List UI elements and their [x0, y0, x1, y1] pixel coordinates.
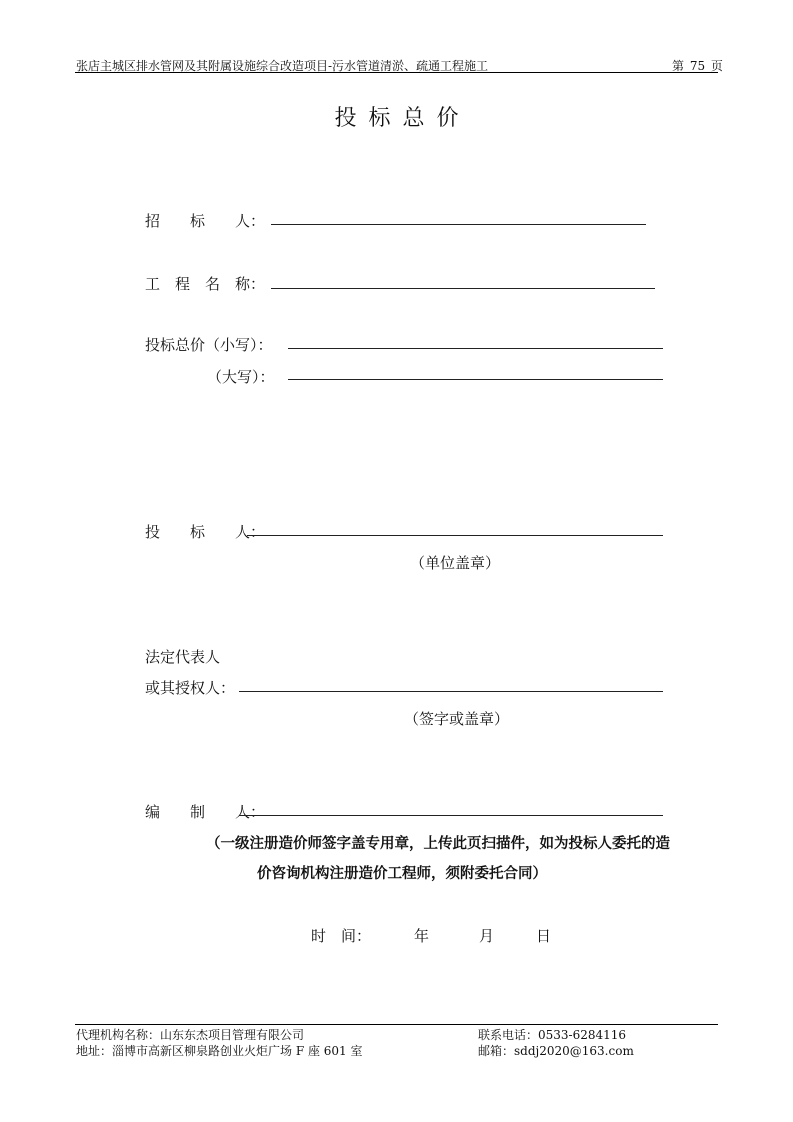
preparer-note-line-1: （一级注册造价师签字盖专用章，上传此页扫描件，如为投标人委托的造: [206, 836, 670, 852]
preparer-note-line-2: 价咨询机构注册造价工程师，须附委托合同）: [257, 866, 547, 882]
preparer-label: 编 制 人：: [145, 803, 266, 821]
header-project-name: 张店主城区排水管网及其附属设施综合改造项目-污水管道清淤、疏通工程施工: [76, 59, 489, 73]
day-label: 日: [536, 927, 552, 945]
preparer-field[interactable]: [239, 815, 663, 816]
project-name-label: 工 程 名 称：: [145, 275, 266, 293]
footer-divider: [75, 1024, 718, 1025]
month-label: 月: [479, 927, 495, 945]
year-label: 年: [414, 927, 430, 945]
footer-agency: 代理机构名称：山东东杰项目管理有限公司: [76, 1028, 305, 1042]
tenderer-label: 招 标 人：: [145, 212, 266, 230]
total-price-upper-label: （大写）：: [207, 368, 275, 386]
footer-address: 地址：淄博市高新区柳泉路创业火炬广场 F 座 601 室: [76, 1044, 363, 1058]
total-price-upper-field[interactable]: [288, 379, 663, 380]
project-name-field[interactable]: [271, 288, 655, 289]
footer-phone: 联系电话：0533-6284116: [478, 1028, 627, 1042]
legal-rep-field[interactable]: [239, 691, 663, 692]
legal-rep-sign-note: （签字或盖章）: [404, 710, 510, 728]
total-price-lower-field[interactable]: [288, 348, 663, 349]
time-label: 时 间：: [311, 927, 372, 945]
bidder-seal-note: （单位盖章）: [410, 554, 501, 572]
header-page-number: 第 75 页: [672, 59, 723, 73]
header-divider: [75, 72, 718, 73]
tenderer-field[interactable]: [271, 224, 646, 225]
page-title: 投标总价: [334, 106, 471, 131]
total-price-lower-label: 投标总价（小写）：: [145, 336, 273, 354]
bidder-field[interactable]: [247, 535, 663, 536]
bidder-label: 投 标 人：: [145, 523, 266, 541]
legal-rep-label: 法定代表人: [145, 648, 221, 666]
footer-email: 邮箱：sddj2020@163.com: [478, 1044, 634, 1058]
authorized-rep-label: 或其授权人：: [145, 679, 236, 697]
